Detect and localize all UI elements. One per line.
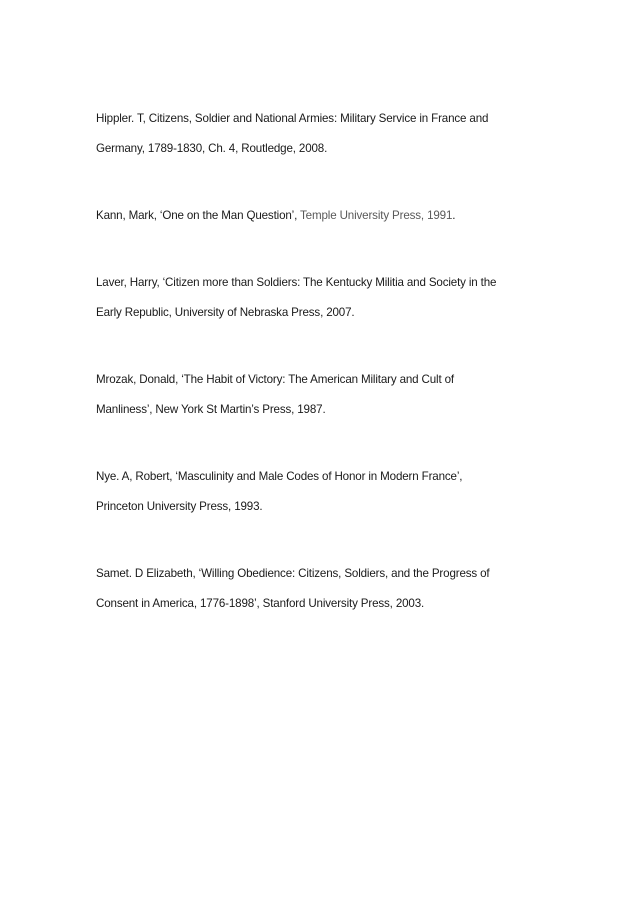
entry-line: Laver, Harry, ‘Citizen more than Soldiers: The Kentucky Militia and Society in the <box>96 276 497 289</box>
entry-publisher-text: Temple University Press, 1991 <box>300 209 453 222</box>
bibliography-entry-nye <box>96 462 556 522</box>
entry-text: Kann, Mark, ‘One on the Man Question’, <box>96 209 301 222</box>
entry-line: Princeton University Press, 1993. <box>96 500 263 513</box>
entry-line: Mrozak, Donald, ‘The Habit of Victory: The American Military and Cult of <box>96 373 454 386</box>
bibliography-entry-hippler <box>96 104 556 164</box>
bibliography-entry-samet <box>96 559 556 619</box>
entry-line: Hippler. T, Citizens, Soldier and National Armies: Military Service in France and <box>96 112 489 125</box>
bibliography-entry-laver <box>96 268 556 328</box>
entry-line: Early Republic, University of Nebraska Press, 2007. <box>96 306 355 319</box>
entry-text: . <box>452 209 456 222</box>
entry-line: Samet. D Elizabeth, ‘Willing Obedience: Citizens, Soldiers, and the Progress of <box>96 567 490 580</box>
bibliography-entry-mrozak <box>96 365 556 425</box>
entry-line: Nye. A, Robert, ‘Masculinity and Male Codes of Honor in Modern France’, <box>96 470 463 483</box>
entry-line: Consent in America, 1776-1898’, Stanford University Press, 2003. <box>96 597 425 610</box>
entry-line: Manliness’, New York St Martin’s Press, 1987. <box>96 403 326 416</box>
bibliography-entry-kann <box>96 201 556 231</box>
bibliography-list <box>96 104 556 656</box>
entry-line: Germany, 1789-1830, Ch. 4, Routledge, 2008. <box>96 142 328 155</box>
entry-line <box>96 201 556 231</box>
